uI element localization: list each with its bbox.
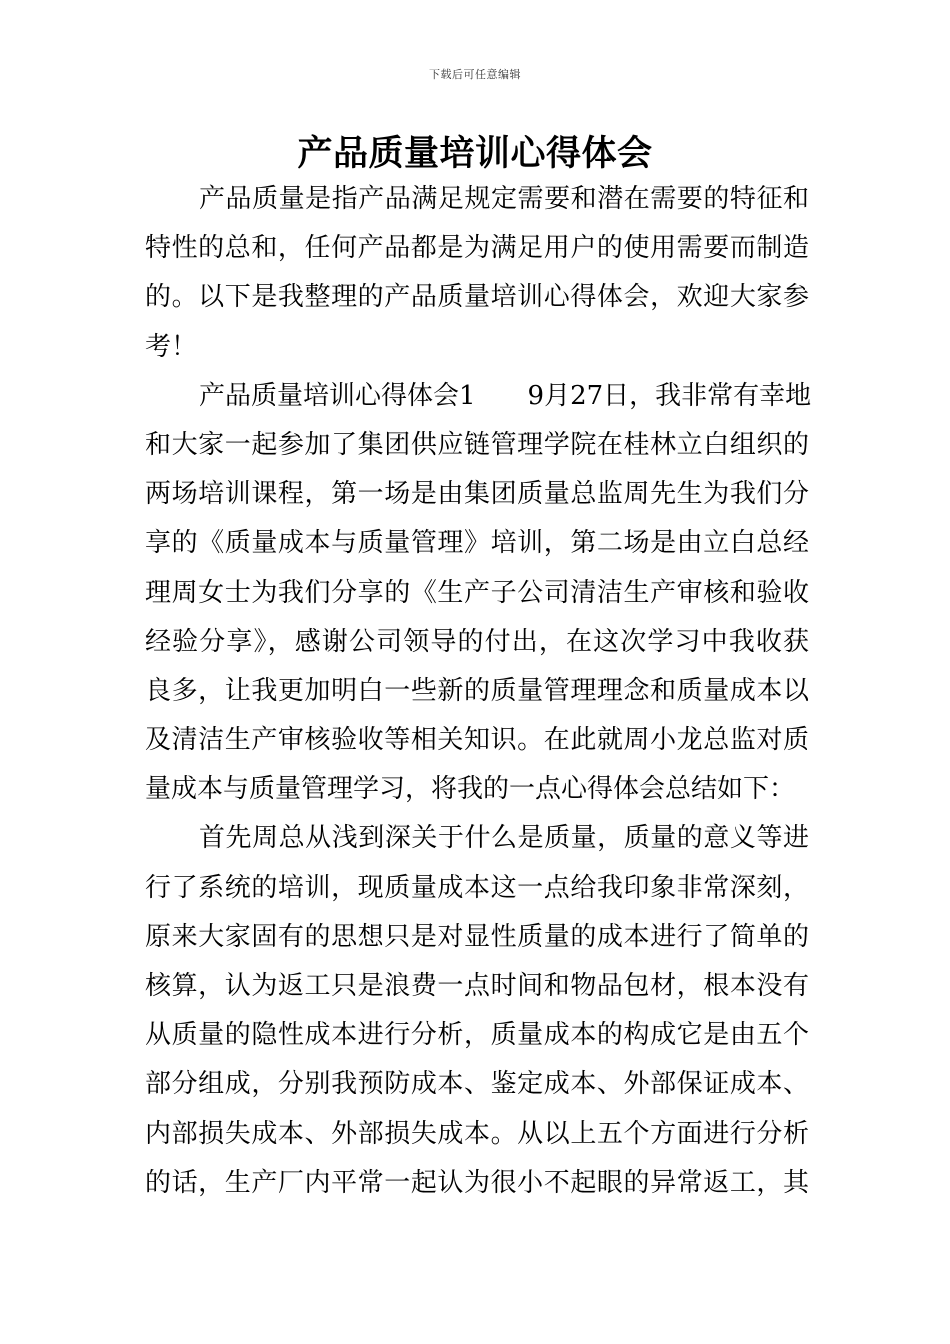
paragraph-line: 和大家一起参加了集团供应链管理学院在桂林立白组织的: [145, 429, 809, 460]
document-body: [145, 175, 812, 1208]
paragraph-line: 考！: [145, 331, 198, 362]
paragraph-line: 从质量的隐性成本进行分析，质量成本的构成它是由五个: [145, 1020, 809, 1051]
paragraph-line: 良多，让我更加明白一些新的质量管理理念和质量成本以: [145, 675, 809, 706]
document-title: 产品质量培训心得体会: [297, 133, 653, 174]
paragraph-line: 及清洁生产审核验收等相关知识。在此就周小龙总监对质: [145, 725, 809, 756]
paragraph-line: 行了系统的培训，现质量成本这一点给我印象非常深刻，: [145, 872, 809, 903]
paragraph-line: 量成本与质量管理学习，将我的一点心得体会总结如下：: [145, 774, 796, 805]
paragraph-line: 部分组成，分别我预防成本、鉴定成本、外部保证成本、: [145, 1069, 809, 1100]
paragraph-line: 的话，生产厂内平常一起认为很小不起眼的异常返工，其: [145, 1167, 809, 1198]
paragraph-line: 两场培训课程，第一场是由集团质量总监周先生为我们分: [145, 479, 809, 510]
paragraph-line: 理周女士为我们分享的《生产子公司清洁生产审核和验收: [145, 577, 809, 608]
paragraph-line: 原来大家固有的思想只是对显性质量的成本进行了简单的: [145, 921, 809, 952]
paragraph-line: 经验分享》，感谢公司领导的付出，在这次学习中我收获: [145, 626, 809, 657]
paragraph-line: 内部损失成本、外部损失成本。从以上五个方面进行分析: [145, 1118, 809, 1149]
paragraph-line: 享的《质量成本与质量管理》培训，第二场是由立白总经: [145, 528, 809, 559]
paragraph-line: 的。以下是我整理的产品质量培训心得体会，欢迎大家参: [145, 282, 809, 313]
paragraph-2: [145, 372, 812, 815]
paragraph-line: 特性的总和，任何产品都是为满足用户的使用需要而制造: [145, 233, 809, 264]
paragraph-line: 产品质量是指产品满足规定需要和潜在需要的特征和: [199, 184, 809, 214]
paragraph-line: 首先周总从浅到深关于什么是质量，质量的意义等进: [199, 823, 809, 854]
paragraph-line: 产品质量培训心得体会1 9月27日，我非常有幸地: [199, 380, 812, 411]
paragraph-3: [145, 814, 809, 1208]
paragraph-line: 核算，认为返工只是浪费一点时间和物品包材，根本没有: [145, 971, 809, 1001]
paragraph-1: [145, 175, 809, 372]
header-note: 下载后可任意编辑: [429, 68, 521, 81]
